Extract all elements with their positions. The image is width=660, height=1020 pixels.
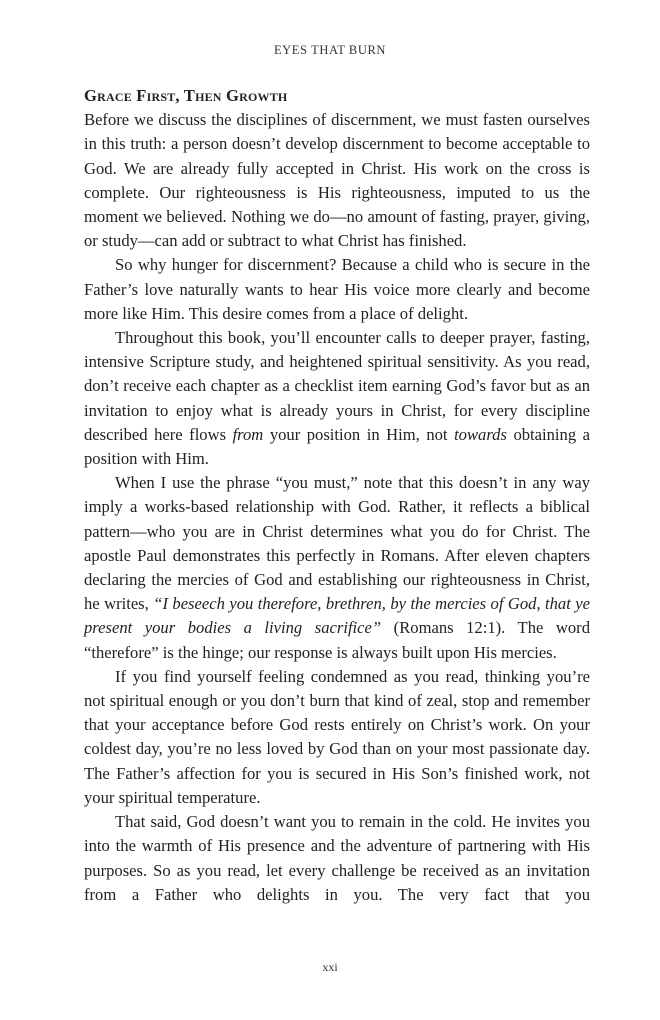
emphasis-from: from (232, 424, 264, 444)
paragraph-4-text-a: When I use the phrase “you must,” note that this doesn’t in any way imply a works-based relationship with God. Rather, it reflects a biblical pattern—who you are in Christ determines what you do for Christ. The apostle Paul demonstrates this perfectly in Romans. After eleven chapters declaring the mercies of God and establishing our righteousness in Christ, he writes, (84, 473, 590, 614)
section-heading: Grace First, Then Growth (84, 86, 288, 105)
running-head: EYES THAT BURN (273, 43, 387, 57)
paragraph-3-text-b: your position in Him, not (263, 424, 455, 444)
paragraph-4-text-b: (Romans 12:1). The word “therefore” is the hinge; our response is always built upon His mercies. (84, 618, 590, 662)
paragraph-3-text-c: obtaining a position with Him. (84, 424, 591, 469)
paragraph-3-text-a: Throughout this book, you’ll encounter calls to deeper prayer, fasting, intensive Scripture study, and heightened spiritual sensitivity. As you read, don’t receive each chapter as a checklist item earning God’s favor but as an invitation to enjoy what is already yours in Christ, for every discipline described here flows (84, 328, 590, 444)
body-text (84, 84, 590, 907)
paragraph-4 (84, 471, 590, 665)
scripture-quote: “I beseech you therefore, brethren, by the mercies of God, that ye present your bodies a living sacrifice” (84, 594, 590, 638)
page-number: xxi (322, 960, 338, 974)
paragraph-1: Before we discuss the disciplines of discernment, we must fasten ourselves in this truth: a person doesn’t develop discernment to become acceptable to God. We are already fully accepted in Christ. His work on the cross is complete. Our righteousness is His righteousness, imputed to us the moment we believed. Nothing we do—no amount of fasting, prayer, giving, or study—can add or subtract to what Christ has finished. (84, 110, 590, 251)
paragraph-6: That said, God doesn’t want you to remain in the cold. He invites you into the warmth of His presence and the adventure of partnering with His purposes. So as you read, let every challenge be received as an invitation from a Father who delights in you. The very fact that you (84, 812, 590, 904)
paragraph-3 (84, 326, 590, 471)
paragraph-5: If you find yourself feeling condemned as you read, thinking you’re not spiritual enough or you don’t burn that kind of zeal, stop and remember that your acceptance before God rests entirely on Christ’s work. On your coldest day, you’re no less loved by God than on your most passionate day. The Father’s affection for you is secured in His Son’s finished work, not your spiritual temperature. (84, 666, 590, 807)
emphasis-towards: towards (454, 424, 507, 444)
paragraph-2: So why hunger for discernment? Because a child who is secure in the Father’s love naturally wants to hear His voice more clearly and become more like Him. This desire comes from a place of delight. (84, 255, 590, 323)
